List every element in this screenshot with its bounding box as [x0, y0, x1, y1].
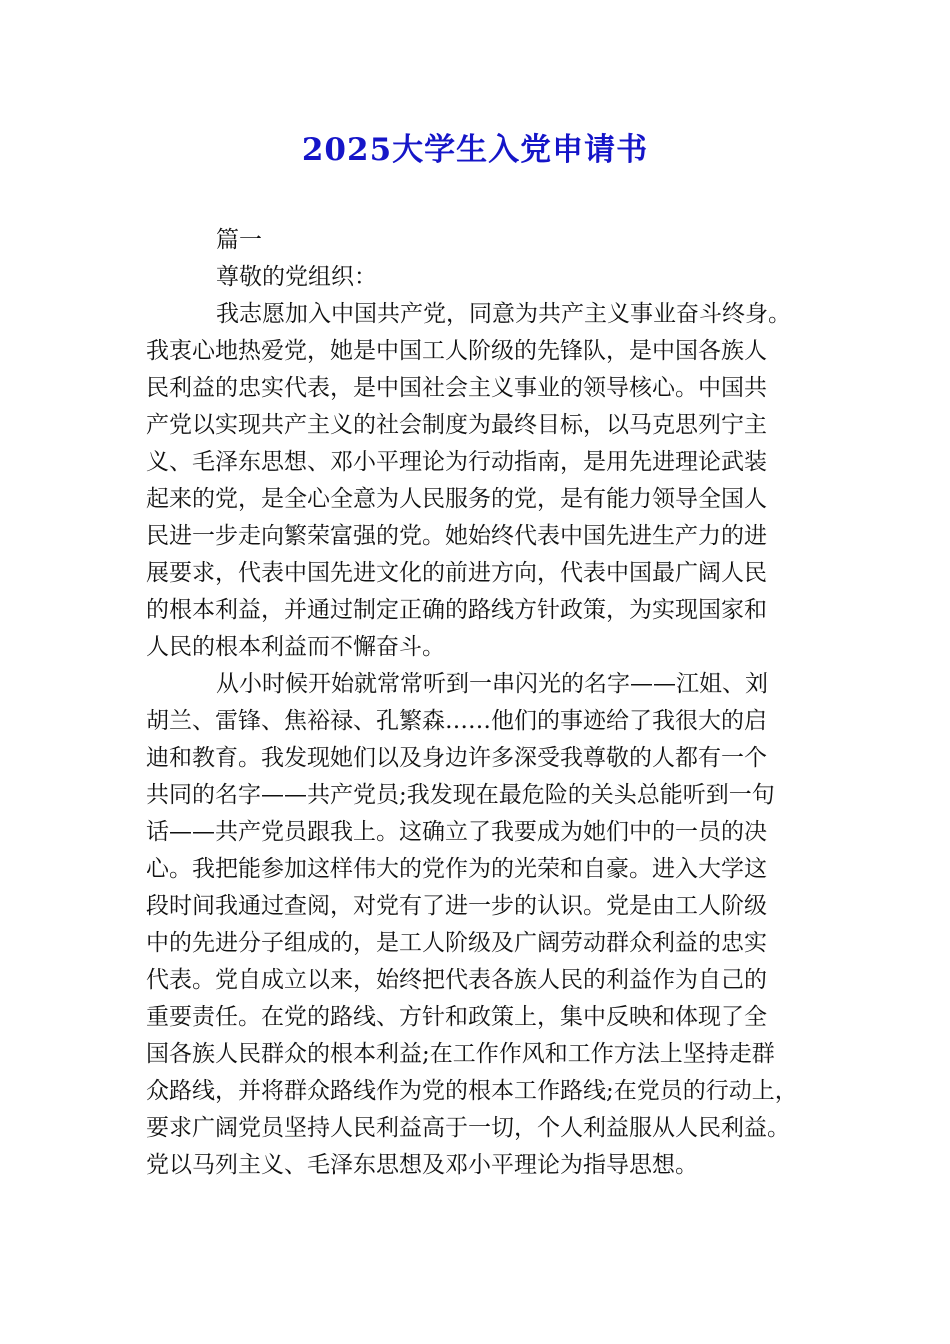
paragraph-line: 迪和教育。我发现她们以及身边许多深受我尊敬的人都有一个	[146, 745, 767, 771]
paragraph-line: 起来的党，是全心全意为人民服务的党，是有能力领导全国人	[146, 486, 767, 512]
paragraph-line: 重要责任。在党的路线、方针和政策上，集中反映和体现了全	[146, 1004, 767, 1030]
paragraph-line: 党以马列主义、毛泽东思想及邓小平理论为指导思想。	[146, 1152, 698, 1178]
paragraph-2	[146, 666, 826, 1184]
paragraph-line: 国各族人民群众的根本利益;在工作作风和工作方法上坚持走群	[146, 1041, 775, 1067]
paragraph-line: 代表。党自成立以来，始终把代表各族人民的利益作为自己的	[146, 967, 767, 993]
paragraph-line: 话——共产党员跟我上。这确立了我要成为她们中的一员的决	[146, 819, 767, 845]
paragraph-line: 共同的名字——共产党员;我发现在最危险的关头总能听到一句	[146, 782, 775, 808]
paragraph-line: 的根本利益，并通过制定正确的路线方针政策，为实现国家和	[146, 597, 767, 623]
document-body	[146, 222, 826, 1184]
section-heading: 篇一	[216, 227, 262, 253]
document-title: 2025大学生入党申请书	[301, 132, 649, 168]
paragraph-line: 我衷心地热爱党，她是中国工人阶级的先锋队，是中国各族人	[146, 338, 767, 364]
paragraph-line: 产党以实现共产主义的社会制度为最终目标，以马克思列宁主	[146, 412, 767, 438]
paragraph-line: 展要求，代表中国先进文化的前进方向，代表中国最广阔人民	[146, 560, 767, 586]
paragraph-line: 从小时候开始就常常听到一串闪光的名字——江姐、刘	[216, 671, 768, 697]
paragraph-line: 要求广阔党员坚持人民利益高于一切，个人利益服从人民利益。	[146, 1115, 790, 1141]
paragraph-line: 民进一步走向繁荣富强的党。她始终代表中国先进生产力的进	[146, 523, 767, 549]
paragraph-line: 义、毛泽东思想、邓小平理论为行动指南，是用先进理论武装	[146, 449, 767, 475]
salutation: 尊敬的党组织：	[216, 264, 377, 290]
paragraph-line: 段时间我通过查阅，对党有了进一步的认识。党是由工人阶级	[146, 893, 767, 919]
paragraph-line: 众路线，并将群众路线作为党的根本工作路线;在党员的行动上，	[146, 1078, 798, 1104]
paragraph-line: 我志愿加入中国共产党，同意为共产主义事业奋斗终身。	[216, 301, 791, 327]
paragraph-line: 中的先进分子组成的，是工人阶级及广阔劳动群众利益的忠实	[146, 930, 767, 956]
paragraph-line: 人民的根本利益而不懈奋斗。	[146, 634, 445, 660]
paragraph-line: 心。我把能参加这样伟大的党作为的光荣和自豪。进入大学这	[146, 856, 767, 882]
paragraph-line: 民利益的忠实代表，是中国社会主义事业的领导核心。中国共	[146, 375, 767, 401]
paragraph-line: 胡兰、雷锋、焦裕禄、孔繁森……他们的事迹给了我很大的启	[146, 708, 767, 734]
paragraph-1	[146, 296, 826, 666]
